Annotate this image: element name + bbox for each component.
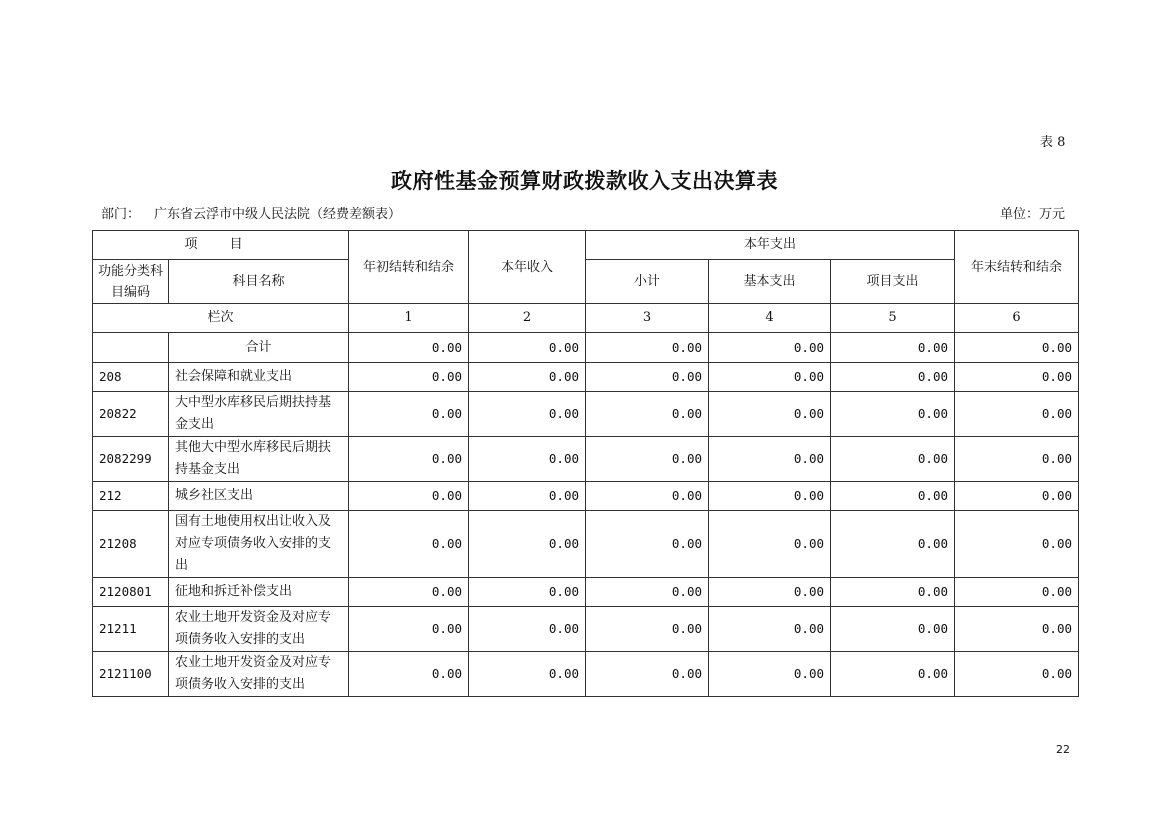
row-value: 0.00 — [831, 607, 955, 652]
total-value: 0.00 — [586, 333, 709, 363]
row-subject-name: 城乡社区支出 — [169, 482, 349, 511]
row-value: 0.00 — [955, 511, 1079, 578]
row-value: 0.00 — [349, 578, 469, 607]
col-num: 6 — [955, 304, 1079, 333]
total-code — [93, 333, 169, 363]
department-name: 广东省云浮市中级人民法院（经费差额表） — [154, 207, 402, 222]
row-value: 0.00 — [709, 437, 831, 482]
row-value: 0.00 — [586, 607, 709, 652]
row-value: 0.00 — [349, 437, 469, 482]
col-num: 4 — [709, 304, 831, 333]
header-begin-balance: 年初结转和结余 — [349, 231, 469, 304]
row-value: 0.00 — [469, 482, 586, 511]
table-header — [93, 231, 1079, 363]
row-value: 0.00 — [586, 511, 709, 578]
table-row — [93, 482, 1079, 511]
row-value: 0.00 — [586, 437, 709, 482]
header-income: 本年收入 — [469, 231, 586, 304]
row-value: 0.00 — [709, 511, 831, 578]
row-value: 0.00 — [709, 652, 831, 697]
row-subject-name: 农业土地开发资金及对应专项债务收入安排的支出 — [169, 652, 349, 697]
row-value: 0.00 — [586, 652, 709, 697]
row-code: 212 — [93, 482, 169, 511]
row-value: 0.00 — [709, 392, 831, 437]
row-subject-name: 农业土地开发资金及对应专项债务收入安排的支出 — [169, 607, 349, 652]
row-value: 0.00 — [709, 482, 831, 511]
table-row — [93, 363, 1079, 392]
table-body — [93, 363, 1079, 697]
col-num: 2 — [469, 304, 586, 333]
row-code: 208 — [93, 363, 169, 392]
total-value: 0.00 — [349, 333, 469, 363]
row-value: 0.00 — [349, 607, 469, 652]
table-row — [93, 652, 1079, 697]
row-value: 0.00 — [709, 363, 831, 392]
table-row — [93, 392, 1079, 437]
row-value: 0.00 — [349, 392, 469, 437]
row-subject-name: 国有土地使用权出让收入及对应专项债务收入安排的支出 — [169, 511, 349, 578]
header-expense: 本年支出 — [586, 231, 955, 260]
unit-label: 单位：万元 — [1000, 207, 1066, 222]
row-value: 0.00 — [469, 578, 586, 607]
row-value: 0.00 — [469, 607, 586, 652]
row-code: 20822 — [93, 392, 169, 437]
row-value: 0.00 — [586, 392, 709, 437]
header-project: 项目支出 — [831, 260, 955, 304]
header-item: 项 目 — [93, 231, 349, 260]
table-row — [93, 578, 1079, 607]
row-code: 2121100 — [93, 652, 169, 697]
total-value: 0.00 — [831, 333, 955, 363]
row-subject-name: 社会保障和就业支出 — [169, 363, 349, 392]
row-subject-name: 大中型水库移民后期扶持基金支出 — [169, 392, 349, 437]
row-value: 0.00 — [586, 578, 709, 607]
row-value: 0.00 — [831, 511, 955, 578]
header-func-code: 功能分类科目编码 — [93, 260, 169, 304]
col-num: 5 — [831, 304, 955, 333]
row-value: 0.00 — [469, 437, 586, 482]
department-label: 部门： — [101, 207, 141, 222]
table-tag: 表 8 — [1040, 135, 1066, 150]
table-row — [93, 607, 1079, 652]
row-code: 2120801 — [93, 578, 169, 607]
budget-table — [92, 230, 1079, 697]
row-index-label: 栏次 — [93, 304, 349, 333]
row-value: 0.00 — [469, 511, 586, 578]
row-value: 0.00 — [469, 363, 586, 392]
row-value: 0.00 — [955, 437, 1079, 482]
row-value: 0.00 — [955, 363, 1079, 392]
header-end-balance: 年末结转和结余 — [955, 231, 1079, 304]
row-value: 0.00 — [955, 482, 1079, 511]
row-value: 0.00 — [709, 578, 831, 607]
row-code: 21208 — [93, 511, 169, 578]
header-subject-name: 科目名称 — [169, 260, 349, 304]
row-subject-name: 其他大中型水库移民后期扶持基金支出 — [169, 437, 349, 482]
header-basic: 基本支出 — [709, 260, 831, 304]
row-value: 0.00 — [955, 607, 1079, 652]
header-subtotal: 小计 — [586, 260, 709, 304]
row-value: 0.00 — [831, 392, 955, 437]
row-subject-name: 征地和拆迁补偿支出 — [169, 578, 349, 607]
row-code: 2082299 — [93, 437, 169, 482]
page-number: 22 — [1056, 743, 1070, 756]
row-value: 0.00 — [831, 437, 955, 482]
table-row — [93, 511, 1079, 578]
col-num: 3 — [586, 304, 709, 333]
department-line — [101, 203, 401, 222]
col-num: 1 — [349, 304, 469, 333]
row-value: 0.00 — [955, 392, 1079, 437]
row-value: 0.00 — [349, 511, 469, 578]
row-value: 0.00 — [709, 607, 831, 652]
row-value: 0.00 — [831, 578, 955, 607]
total-value: 0.00 — [955, 333, 1079, 363]
row-value: 0.00 — [955, 578, 1079, 607]
row-value: 0.00 — [831, 482, 955, 511]
table-row — [93, 437, 1079, 482]
row-value: 0.00 — [469, 392, 586, 437]
total-label: 合计 — [169, 333, 349, 363]
page-title: 政府性基金预算财政拨款收入支出决算表 — [391, 169, 778, 193]
row-value: 0.00 — [955, 652, 1079, 697]
row-value: 0.00 — [831, 363, 955, 392]
row-value: 0.00 — [586, 363, 709, 392]
row-value: 0.00 — [349, 482, 469, 511]
row-value: 0.00 — [831, 652, 955, 697]
total-value: 0.00 — [469, 333, 586, 363]
row-value: 0.00 — [349, 652, 469, 697]
total-value: 0.00 — [709, 333, 831, 363]
row-code: 21211 — [93, 607, 169, 652]
row-value: 0.00 — [469, 652, 586, 697]
row-value: 0.00 — [586, 482, 709, 511]
row-value: 0.00 — [349, 363, 469, 392]
